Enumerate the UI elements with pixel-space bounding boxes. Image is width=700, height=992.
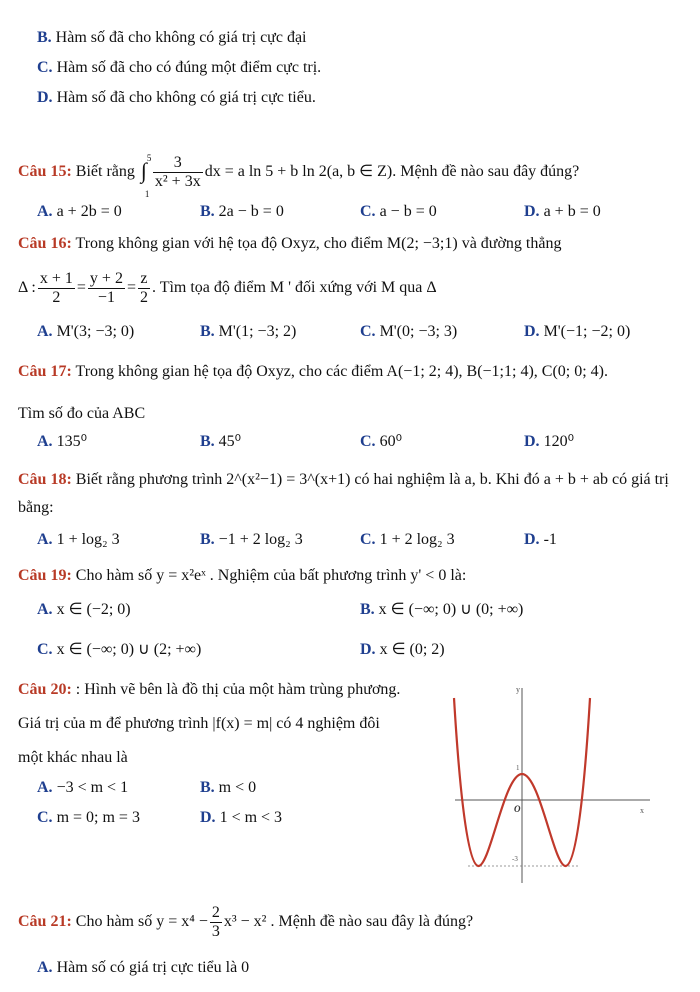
delta-label: Δ : xyxy=(18,279,36,296)
option-label: D. xyxy=(360,641,376,658)
option-b xyxy=(200,322,296,342)
fraction-denominator: −1 xyxy=(97,288,115,306)
option-label: D. xyxy=(200,809,216,826)
question-18 xyxy=(18,470,669,490)
option-text: a + 2b = 0 xyxy=(56,203,122,220)
option-c xyxy=(37,640,201,660)
question-text: Biết rằng phương trình 2^(x²−1) = 3^(x+1) có hai nghiệm là a, b. Khi đó a + b + ab có giá trị xyxy=(75,471,669,488)
option-a xyxy=(37,530,120,550)
option-d xyxy=(360,640,445,660)
option-b xyxy=(200,432,241,452)
option-label: B. xyxy=(37,29,52,46)
option-label: A. xyxy=(37,203,53,220)
option-b xyxy=(200,778,256,798)
question-20 xyxy=(18,680,400,700)
option-text: m < 0 xyxy=(218,779,257,796)
integral-lower: 1 xyxy=(144,189,150,199)
option-a xyxy=(37,322,134,342)
option-text: x ∈ (0; 2) xyxy=(379,641,445,658)
option-label: B. xyxy=(200,323,215,340)
option-text: 45⁰ xyxy=(218,433,242,450)
option-c xyxy=(37,808,140,828)
fraction-numerator: y + 2 xyxy=(89,269,123,287)
option-label: B. xyxy=(200,531,215,548)
fraction xyxy=(38,270,75,307)
tick-label-bottom: -3 xyxy=(512,855,518,863)
option-text: a + b = 0 xyxy=(543,203,601,220)
option-label: B. xyxy=(360,601,375,618)
option-line xyxy=(37,88,316,108)
option-label: A. xyxy=(37,531,53,548)
option-text: M'(3; −3; 0) xyxy=(56,323,135,340)
option-label: A. xyxy=(37,601,53,618)
option-label: C. xyxy=(37,641,53,658)
question-title: Câu 16: xyxy=(18,235,72,252)
option-label: D. xyxy=(524,203,540,220)
option-text: Hàm số đã cho không có giá trị cực tiểu. xyxy=(56,89,316,106)
fraction-numerator: 2 xyxy=(211,903,220,921)
option-line xyxy=(37,28,307,48)
fraction-denominator: 2 xyxy=(52,288,61,306)
question-text-post: dx = a ln 5 + b ln 2(a, b ∈ Z). Mệnh đề nào sau đây đúng? xyxy=(204,163,580,180)
option-label: C. xyxy=(360,323,376,340)
option-b xyxy=(200,202,284,222)
option-text: −1 + 2 log₂ 3 xyxy=(218,531,303,548)
option-c xyxy=(360,432,402,452)
option-c xyxy=(360,530,455,550)
question-title: Câu 21: xyxy=(18,913,72,930)
option-text: 60⁰ xyxy=(379,433,402,450)
origin-label: O xyxy=(514,804,521,814)
function-graph xyxy=(450,678,660,888)
question-text-3: một khác nhau là xyxy=(18,749,128,766)
question-title: Câu 15: xyxy=(18,163,72,180)
option-text: 135⁰ xyxy=(56,433,87,450)
option-text: M'(1; −3; 2) xyxy=(218,323,297,340)
option-text: -1 xyxy=(543,531,557,548)
question-title: Câu 19: xyxy=(18,567,72,584)
fraction-denominator: x² + 3x xyxy=(154,172,201,190)
question-title: Câu 17: xyxy=(18,363,72,380)
question-text-2: Tìm số đo của ABC xyxy=(18,405,146,422)
option-text: Hàm số đã cho không có giá trị cực đại xyxy=(55,29,307,46)
option-label: D. xyxy=(524,433,540,450)
question-text: Cho hàm số y = x⁴ − xyxy=(75,913,208,930)
line-equation: Δ : $\frac{x + 1}{2}$ = $\frac{y + 2}{-1}$ = $\frac{z}{2}$ . Tìm tọa độ điểm M ' đối xứng với M qua Δ xyxy=(18,269,437,306)
option-label: B. xyxy=(200,779,215,796)
option-label: A. xyxy=(37,433,53,450)
option-text: Hàm số có giá trị cực tiểu là 0 xyxy=(56,959,250,976)
option-d xyxy=(200,808,282,828)
question-text: Cho hàm số y = x²eˣ . Nghiệm của bất phương trình y' < 0 là: xyxy=(75,567,467,584)
option-d xyxy=(524,202,601,222)
option-a xyxy=(37,958,249,978)
fraction-denominator: 2 xyxy=(139,288,148,306)
option-a xyxy=(37,778,128,798)
option-text: 1 + 2 log₂ 3 xyxy=(379,531,455,548)
option-text: x ∈ (−2; 0) xyxy=(56,601,131,618)
question-16 xyxy=(18,234,561,254)
question-text: Trong không gian hệ tọa độ Oxyz, cho các điểm A(−1; 2; 4), B(−1;1; 4), C(0; 0; 4). xyxy=(75,363,608,380)
option-text: 1 < m < 3 xyxy=(219,809,283,826)
option-label: D. xyxy=(524,323,540,340)
option-text: −3 < m < 1 xyxy=(56,779,129,796)
option-a xyxy=(37,600,131,620)
question-text-2: bằng: xyxy=(18,499,54,516)
option-d xyxy=(524,432,574,452)
option-label: B. xyxy=(200,203,215,220)
question-title: Câu 20: xyxy=(18,681,72,698)
y-axis-label: y xyxy=(516,685,520,694)
question-text: : Hình vẽ bên là đồ thị của một hàm trùng phương. xyxy=(75,681,401,698)
fraction xyxy=(88,270,125,307)
fraction xyxy=(210,904,222,941)
option-text: x ∈ (−∞; 0) ∪ (2; +∞) xyxy=(56,641,202,658)
integral-sign: ∫ 5 1 xyxy=(139,152,151,192)
option-b xyxy=(200,530,303,550)
question-text: Trong không gian với hệ tọa độ Oxyz, cho điểm M(2; −3;1) và đường thẳng xyxy=(75,235,562,252)
option-text: M'(0; −3; 3) xyxy=(379,323,458,340)
question-17 xyxy=(18,362,608,382)
option-label: B. xyxy=(200,433,215,450)
question-15 xyxy=(18,150,580,199)
question-title: Câu 18: xyxy=(18,471,72,488)
option-label: C. xyxy=(360,433,376,450)
option-d xyxy=(524,530,557,550)
option-text: x ∈ (−∞; 0) ∪ (0; +∞) xyxy=(378,601,524,618)
option-label: A. xyxy=(37,959,53,976)
option-text: M'(−1; −2; 0) xyxy=(543,323,631,340)
option-text: a − b = 0 xyxy=(379,203,437,220)
option-text: 120⁰ xyxy=(543,433,574,450)
question-21 xyxy=(18,900,473,944)
option-text: m = 0; m = 3 xyxy=(56,809,140,826)
fraction-numerator: x + 1 xyxy=(39,269,73,287)
option-d xyxy=(524,322,630,342)
fraction xyxy=(153,154,203,191)
question-19 xyxy=(18,566,466,586)
tick-label-top: 1 xyxy=(516,764,520,772)
fraction-numerator: z xyxy=(138,270,150,289)
option-label: D. xyxy=(524,531,540,548)
option-label: C. xyxy=(360,531,376,548)
question-text-2: Giá trị của m để phương trình |f(x) = m| có 4 nghiệm đôi xyxy=(18,715,380,732)
option-a xyxy=(37,432,87,452)
integral-upper: 5 xyxy=(146,153,152,163)
option-label: A. xyxy=(37,323,53,340)
option-line xyxy=(37,58,321,78)
option-label: C. xyxy=(37,59,53,76)
option-b xyxy=(360,600,523,620)
fraction-denominator: 3 xyxy=(211,922,220,940)
fraction-numerator: 3 xyxy=(153,154,203,173)
question-text-post: . Tìm tọa độ điểm M ' đối xứng với M qua Δ xyxy=(151,279,437,296)
option-label: C. xyxy=(37,809,53,826)
option-label: D. xyxy=(37,89,53,106)
option-text: 1 + log₂ 3 xyxy=(56,531,120,548)
fraction xyxy=(138,270,150,307)
option-c xyxy=(360,322,457,342)
option-label: C. xyxy=(360,203,376,220)
option-a xyxy=(37,202,122,222)
option-c xyxy=(360,202,437,222)
option-text: 2a − b = 0 xyxy=(218,203,284,220)
option-label: A. xyxy=(37,779,53,796)
question-text-post: x³ − x² . Mệnh đề nào sau đây là đúng? xyxy=(223,913,474,930)
option-text: Hàm số đã cho có đúng một điểm cực trị. xyxy=(56,59,322,76)
question-text: Biết rằng xyxy=(75,163,135,180)
x-axis-label: x xyxy=(640,806,644,815)
